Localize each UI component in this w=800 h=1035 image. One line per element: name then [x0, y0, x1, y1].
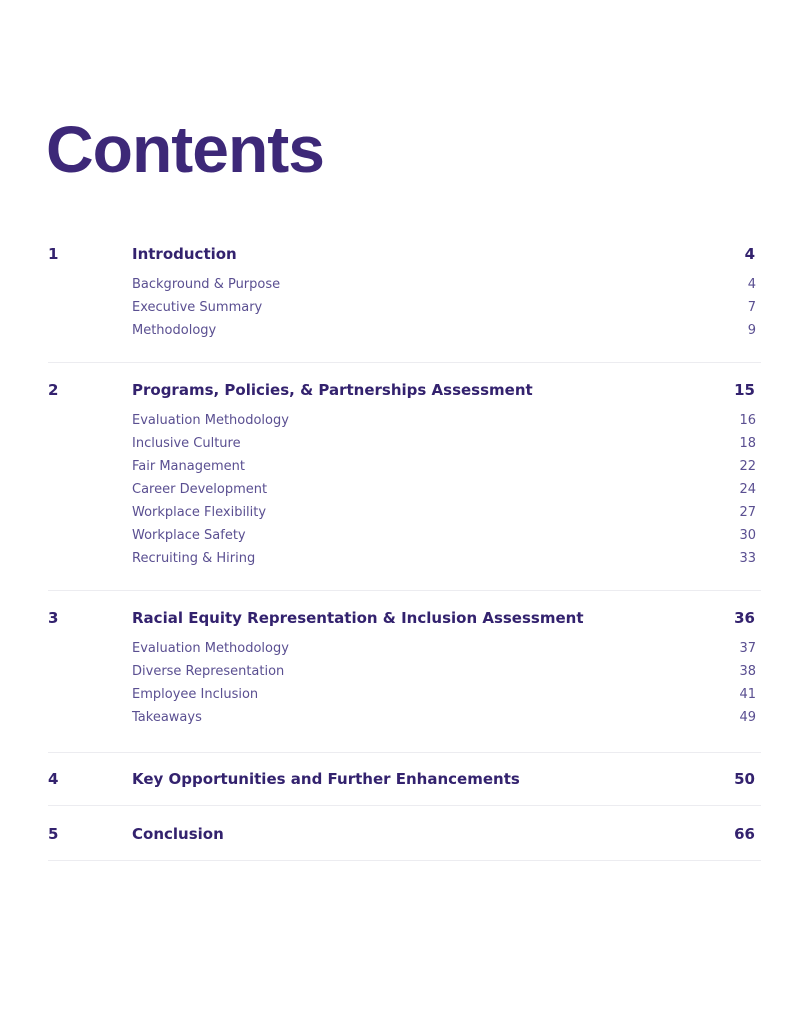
section-title-key-opportunities[interactable]: Key Opportunities and Further Enhancements — [132, 770, 520, 788]
subitem-label: Evaluation Methodology — [132, 413, 289, 428]
subitem-page-number: 7 — [747, 300, 756, 315]
toc-subitem[interactable] — [132, 321, 756, 341]
divider — [48, 362, 761, 363]
section-number: 4 — [48, 770, 59, 788]
section-number: 2 — [48, 381, 59, 399]
subitem-page-number: 38 — [739, 664, 756, 679]
toc-subitem[interactable] — [132, 549, 756, 569]
subitem-label: Workplace Flexibility — [132, 505, 267, 520]
toc-subitem[interactable] — [132, 526, 756, 546]
toc-subitem[interactable] — [132, 480, 756, 500]
toc-subitem[interactable] — [132, 298, 756, 318]
divider — [48, 752, 761, 753]
section-page-number: 15 — [734, 381, 755, 399]
subitem-label: Workplace Safety — [132, 528, 246, 543]
divider — [48, 860, 761, 861]
toc-subitem[interactable] — [132, 503, 756, 523]
toc-subitem[interactable] — [132, 457, 756, 477]
subitem-page-number: 22 — [739, 459, 756, 474]
subitem-label: Fair Management — [132, 459, 245, 474]
subitem-page-number: 33 — [739, 551, 756, 566]
subitem-page-number: 18 — [739, 436, 756, 451]
toc-subitem[interactable] — [132, 708, 756, 728]
section-title-conclusion[interactable]: Conclusion — [132, 825, 224, 843]
section-number: 1 — [48, 245, 59, 263]
toc-subitem[interactable] — [132, 411, 756, 431]
subitem-page-number: 30 — [739, 528, 756, 543]
toc-subitem[interactable] — [132, 434, 756, 454]
section-title-programs-policies[interactable]: Programs, Policies, & Partnerships Assessment — [132, 381, 533, 399]
subitem-label: Evaluation Methodology — [132, 641, 289, 656]
subitem-page-number: 37 — [739, 641, 756, 656]
subitem-page-number: 49 — [739, 710, 756, 725]
subitem-label: Executive Summary — [132, 300, 263, 315]
section-title-racial-equity[interactable]: Racial Equity Representation & Inclusion Assessment — [132, 609, 584, 627]
divider — [48, 590, 761, 591]
section-page-number: 50 — [734, 770, 755, 788]
subitem-label: Takeaways — [132, 710, 202, 725]
section-page-number: 66 — [734, 825, 755, 843]
section-page-number: 36 — [734, 609, 755, 627]
subitem-label: Career Development — [132, 482, 268, 497]
subitem-label: Background & Purpose — [132, 277, 281, 292]
subitem-page-number: 41 — [739, 687, 756, 702]
subitem-label: Methodology — [132, 323, 217, 338]
subitem-page-number: 9 — [747, 323, 756, 338]
subitem-page-number: 4 — [747, 277, 756, 292]
section-number: 5 — [48, 825, 59, 843]
section-number: 3 — [48, 609, 59, 627]
toc-subitem[interactable] — [132, 662, 756, 682]
subitem-page-number: 27 — [739, 505, 756, 520]
toc-subitem[interactable] — [132, 639, 756, 659]
section-page-number: 4 — [744, 245, 755, 263]
section-title-introduction[interactable]: Introduction — [132, 245, 237, 263]
subitem-label: Inclusive Culture — [132, 436, 241, 451]
subitem-page-number: 16 — [739, 413, 756, 428]
subitem-page-number: 24 — [739, 482, 756, 497]
page-title: Contents — [46, 112, 324, 186]
toc-subitem[interactable] — [132, 685, 756, 705]
subitem-label: Recruiting & Hiring — [132, 551, 256, 566]
divider — [48, 805, 761, 806]
subitem-label: Employee Inclusion — [132, 687, 259, 702]
subitem-label: Diverse Representation — [132, 664, 285, 679]
toc-subitem[interactable] — [132, 275, 756, 295]
